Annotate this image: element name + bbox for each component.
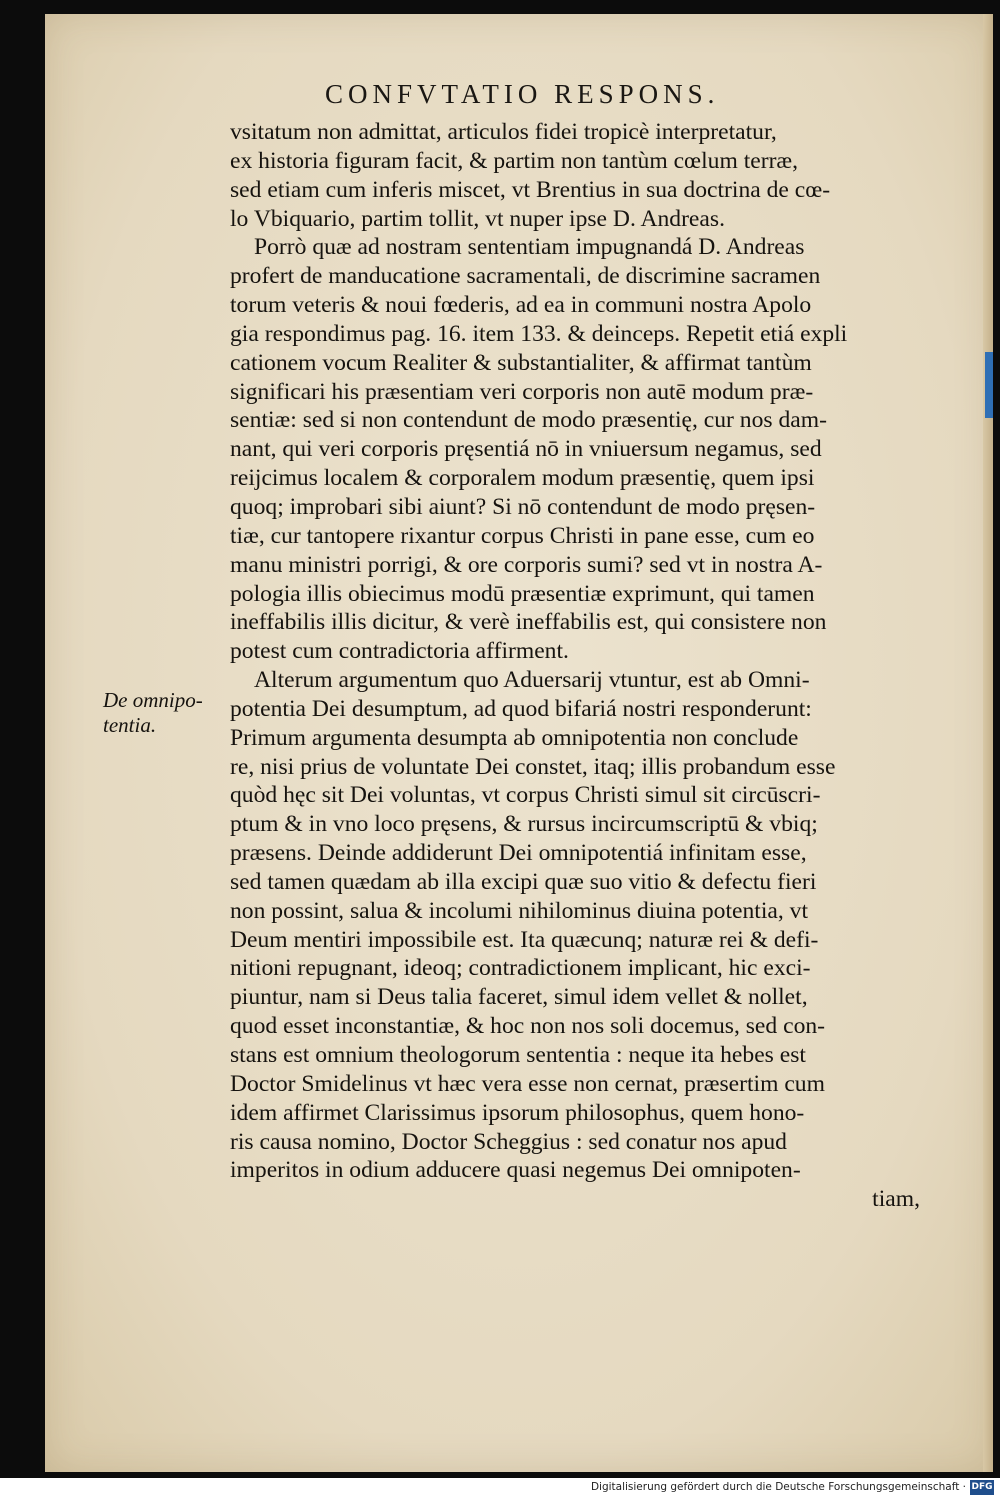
text-line: Primum argumenta desumpta ab omnipotentia non conclude <box>230 724 799 751</box>
text-line: significari his præsentiam veri corporis non autē modum præ- <box>230 378 814 405</box>
paragraph-start-line: Alterum argumentum quo Aduersarij vtuntur, est ab Omni- <box>254 667 810 694</box>
text-line: quoq; improbari sibi aiunt? Si nō contendunt de modo pręsen- <box>230 493 816 520</box>
footer-bar <box>0 1478 1000 1499</box>
text-line: quod esset inconstantiæ, & hoc non nos soli docemus, sed con- <box>230 1013 826 1040</box>
text-line: sed tamen quædam ab illa excipi quæ suo vitio & defectu fieri <box>230 868 817 895</box>
text-line: potentia Dei desumptum, ad quod bifariá nostri responderunt: <box>230 695 812 722</box>
text-line: sentiæ: sed si non contendunt de modo præsentię, cur nos dam- <box>230 407 827 434</box>
text-line: stans est omnium theologorum sententia : neque ita hebes est <box>230 1042 806 1068</box>
text-line: ptum & in vno loco pręsens, & rursus incircumscriptū & vbiq; <box>230 811 818 838</box>
text-line: præsens. Deinde addiderunt Dei omnipotentiá infinitam esse, <box>230 840 807 867</box>
text-line: Deum mentiri impossibile est. Ita quæcunq; naturæ rei & defi- <box>230 926 819 953</box>
catchword: tiam, <box>872 1186 920 1213</box>
text-line: ex historia figuram facit, & partim non tantùm cœlum terræ, <box>230 147 799 174</box>
text-line: reijcimus localem & corporalem modum præsentię, quem ipsi <box>230 465 815 492</box>
text-line: vsitatum non admittat, articulos fidei tropicè interpretatur, <box>230 119 777 145</box>
page-edge <box>983 14 993 1472</box>
text-line: tiæ, cur tantopere rixantur corpus Christi in pane esse, cum eo <box>230 522 815 549</box>
text-line: ineffabilis illis dicitur, & verè ineffabilis est, qui consistere non <box>230 609 827 636</box>
margin-note-line: tentia. <box>103 713 157 737</box>
text-line: nant, qui veri corporis pręsentiá nō in vniuersum negamus, sed <box>230 436 822 463</box>
funding-notice: Digitalisierung gefördert durch die Deutsche Forschungsgemeinschaft · <box>590 1481 966 1493</box>
text-line: quòd hęc sit Dei voluntas, vt corpus Christi simul sit circūscri- <box>230 782 821 809</box>
text-line: sed etiam cum inferis miscet, vt Brentius in sua doctrina de cœ- <box>230 176 831 203</box>
dfg-logo-icon: DFG <box>970 1480 994 1495</box>
margin-note-line: De omnipo- <box>103 688 203 712</box>
margin-note <box>103 688 203 738</box>
text-line: torum veteris & noui fœderis, ad ea in communi nostra Apolo <box>230 292 812 319</box>
text-line: nitioni repugnant, ideoq; contradictionem implicant, hic exci- <box>230 955 811 982</box>
text-line: profert de manducatione sacramentali, de discrimine sacramen <box>230 263 821 290</box>
text-line: non possint, salua & incolumi nihilominus diuina potentia, vt <box>230 897 809 924</box>
paragraph-start-line: Porrò quæ ad nostram sententiam impugnandá D. Andreas <box>254 234 805 261</box>
text-line: lo Vbiquario, partim tollit, vt nuper ipse D. Andreas. <box>230 205 725 232</box>
running-head: CONFVTATIO RESPONS. <box>325 79 720 109</box>
text-line: Doctor Smidelinus vt hæc vera esse non cernat, præsertim cum <box>230 1070 825 1097</box>
text-line: cationem vocum Realiter & substantialiter, & affirmat tantùm <box>230 349 812 376</box>
text-line: imperitos in odium adducere quasi negemus Dei omnipoten- <box>230 1157 801 1184</box>
text-line: potest cum contradictoria affirment. <box>230 638 569 665</box>
text-line: idem affirmet Clarissimus ipsorum philosophus, quem hono- <box>230 1099 805 1126</box>
text-line: manu ministri porrigi, & ore corporis sumi? sed vt in nostra A- <box>230 551 823 578</box>
text-line: piuntur, nam si Deus talia faceret, simul idem vellet & nollet, <box>230 984 808 1011</box>
bookmark-tab <box>985 352 993 418</box>
text-line: ris causa nomino, Doctor Scheggius : sed conatur nos apud <box>230 1128 787 1155</box>
text-line: gia respondimus pag. 16. item 133. & deinceps. Repetit etiá expli <box>230 320 848 347</box>
text-line: pologia illis obiecimus modū præsentiæ exprimunt, qui tamen <box>230 580 815 607</box>
main-text-block <box>230 118 930 1214</box>
text-line: re, nisi prius de voluntate Dei constet, itaq; illis probandum esse <box>230 753 836 780</box>
